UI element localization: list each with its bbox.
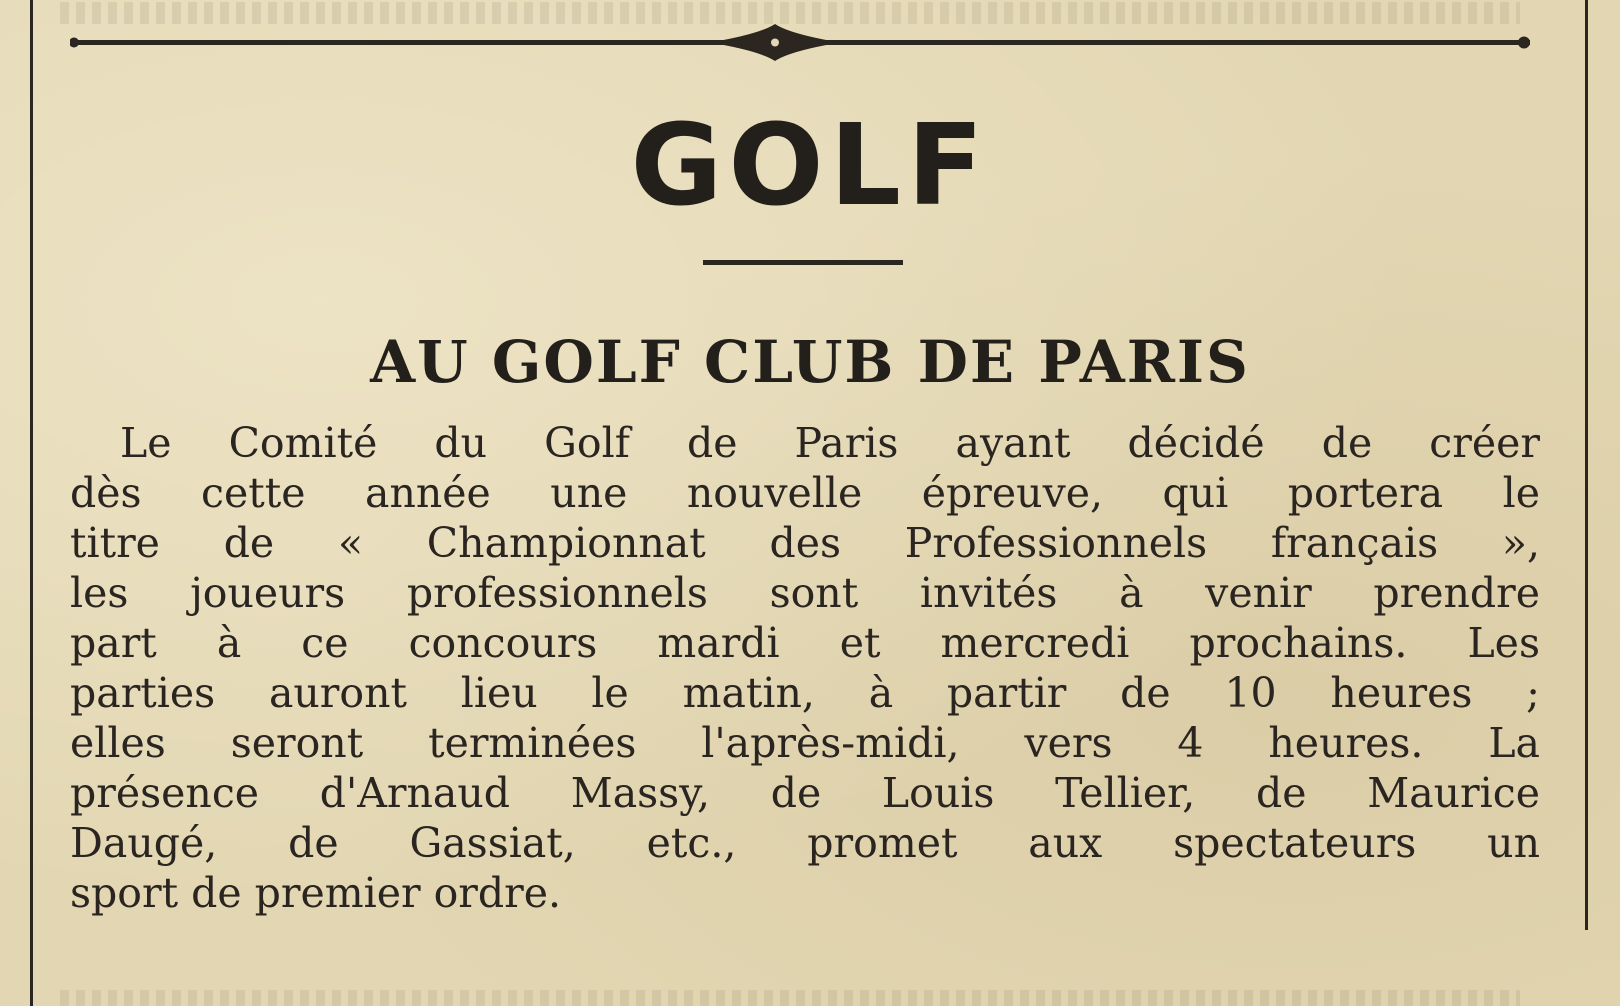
article-line: sport de premier ordre.	[70, 869, 562, 917]
article-line: elles seront terminées l'après-midi, vers 4 heures. La	[70, 719, 1540, 767]
bleed-through-text-bottom	[60, 990, 1520, 1006]
ornamental-rule	[70, 22, 1530, 62]
article-line: Daugé, de Gassiat, etc., promet aux spectateurs un	[70, 819, 1540, 867]
article-body	[70, 418, 1540, 918]
article-line: titre de « Championnat des Professionnels français »,	[70, 519, 1540, 567]
title-underline	[703, 260, 903, 265]
article-line: Le Comité du Golf de Paris ayant décidé de créer	[120, 419, 1540, 467]
bleed-through-text-top	[60, 2, 1520, 24]
article-line: part à ce concours mardi et mercredi prochains. Les	[70, 619, 1540, 667]
article-line: présence d'Arnaud Massy, de Louis Tellier, de Maurice	[70, 769, 1540, 817]
headline: AU GOLF CLUB DE PARIS	[370, 328, 1250, 396]
article-line: parties auront lieu le matin, à partir de 10 heures ;	[70, 669, 1540, 717]
section-title: GOLF	[630, 101, 990, 231]
article-line: dès cette année une nouvelle épreuve, qui portera le	[70, 469, 1540, 517]
article-line: les joueurs professionnels sont invités à venir prendre	[70, 569, 1540, 617]
